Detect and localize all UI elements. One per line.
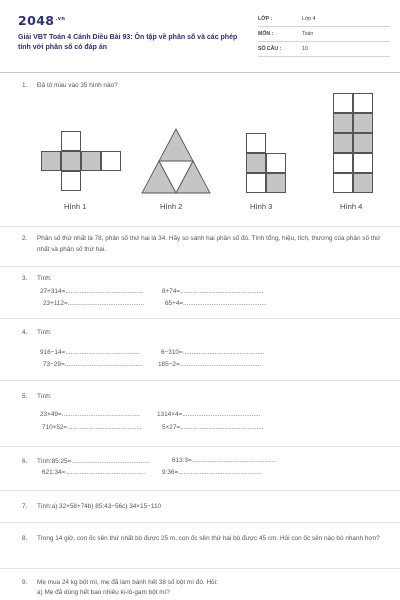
question-text: Đã tô màu vào 35 hình nào? xyxy=(37,82,118,89)
meta-row-grade xyxy=(258,12,390,27)
question-text: Phân số thứ nhất là 78, phân số thứ hai là 34. Hãy so sánh hai phân số đó. Tính tổng, hiệu, tích, thương của phân số thứ nhất và phân số thứ hai. xyxy=(37,235,381,253)
exercise-line: 65+4=............................................... xyxy=(165,300,267,307)
figure-label: Hình 3 xyxy=(250,202,273,211)
meta-value: 10 xyxy=(302,46,308,52)
exercise-line: 23+112=........................................... xyxy=(43,300,145,307)
document-title: Giải VBT Toán 4 Cánh Diều Bài 93: Ôn tập về phân số và các phép tính với phân số có đáp án xyxy=(18,34,238,51)
question-divider xyxy=(0,490,400,491)
figure-cell xyxy=(61,171,81,191)
question-number: 5. xyxy=(22,393,28,400)
figure-label: Hình 2 xyxy=(160,202,183,211)
meta-label: LỚP : xyxy=(258,16,273,22)
figure-cell xyxy=(246,133,266,153)
meta-value: Toán xyxy=(302,31,314,37)
question-subpart: a) Mẹ đã dùng hết bao nhiêu ki-lô-gam bột mì? xyxy=(37,589,170,596)
question-number: 9. xyxy=(22,579,28,586)
triangle-part xyxy=(159,129,193,161)
exercise-line: 916−14=.......................................... xyxy=(40,349,140,356)
figure-label: Hình 4 xyxy=(340,202,363,211)
figure-cell xyxy=(41,151,61,171)
exercise-line: 6−310=.............................................. xyxy=(161,349,265,356)
question-divider xyxy=(0,266,400,267)
figure-cell xyxy=(61,131,81,151)
question-text: Trong 14 giờ, con ốc sên thứ nhất bò được 25 m, con ốc sên thứ hai bò được 45 cm. Hỏi con ốc sên nào bò nhanh hơn? xyxy=(37,535,380,542)
document-header xyxy=(18,10,390,66)
meta-row-subject xyxy=(258,27,390,42)
figure-cell xyxy=(266,153,286,173)
question-divider xyxy=(0,380,400,381)
exercise-line: 9:36=............................................... xyxy=(162,469,262,476)
question-divider xyxy=(0,226,400,227)
meta-row-question-count xyxy=(258,42,390,57)
figure-cell xyxy=(101,151,121,171)
figure-cell xyxy=(353,93,373,113)
site-logo[interactable]: $2048^{.vn}$ xyxy=(18,13,66,28)
figure-cell xyxy=(333,93,353,113)
exercise-line: 27+314=............................................ xyxy=(40,288,144,295)
document-meta xyxy=(258,12,390,57)
exercise-line: 613:3=............................................... xyxy=(172,457,276,464)
question-divider xyxy=(0,446,400,447)
question-text: Tính:85:25=............................................ xyxy=(37,458,150,465)
exercise-line: 710×52=.......................................... xyxy=(42,424,142,431)
figure-cell xyxy=(266,173,286,193)
header-divider xyxy=(0,72,400,73)
meta-label: MÔN : xyxy=(258,31,274,37)
figure-2 xyxy=(140,128,212,194)
logo-suffix: .vn xyxy=(55,15,66,22)
question-number: 4. xyxy=(22,329,28,336)
meta-value: Lớp 4 xyxy=(302,16,316,22)
exercise-line: 1314×4=............................................ xyxy=(157,411,261,418)
question-number: 3. xyxy=(22,275,28,282)
question-divider xyxy=(0,568,400,569)
figure-cell xyxy=(353,153,373,173)
figure-cell xyxy=(81,151,101,171)
figure-cell xyxy=(246,153,266,173)
figure-label: Hình 1 xyxy=(64,202,87,211)
figure-cell xyxy=(333,133,353,153)
question-number: 1. xyxy=(22,82,28,89)
question-text: Tính:a) 32×58+74b) 85:43−56c) 34×15−110 xyxy=(37,503,162,510)
exercise-line: 8+74=............................................... xyxy=(162,288,264,295)
figure-cell xyxy=(333,173,353,193)
question-number: 7. xyxy=(22,503,28,510)
figure-group xyxy=(0,88,400,218)
question-number: 6. xyxy=(22,458,28,465)
exercise-line: 73−29=............................................ xyxy=(43,361,143,368)
figure-cell xyxy=(353,133,373,153)
question-number: 2. xyxy=(22,235,28,242)
question-text: Mẹ mua 24 kg bột mì, mẹ đã làm bánh hết 38 số bột mì đó. Hỏi: xyxy=(37,579,218,586)
question-divider xyxy=(0,522,400,523)
figure-cell xyxy=(246,173,266,193)
figure-cell xyxy=(353,173,373,193)
question-text: Tính: xyxy=(37,275,52,282)
exercise-line: 23×49=............................................ xyxy=(40,411,140,418)
exercise-line: 5×27=............................................... xyxy=(162,424,264,431)
question-number: 8. xyxy=(22,535,28,542)
meta-label: SỐ CÂU : xyxy=(258,46,282,52)
question-text: Tính: xyxy=(37,393,52,400)
figure-cell xyxy=(333,113,353,133)
figure-cell xyxy=(353,113,373,133)
question-divider xyxy=(0,318,400,319)
figure-cell xyxy=(61,151,81,171)
exercise-line: 621:34=............................................. xyxy=(42,469,146,476)
question-text: Tính: xyxy=(37,329,52,336)
exercise-line: 185−2=.............................................. xyxy=(158,361,262,368)
figure-cell xyxy=(333,153,353,173)
